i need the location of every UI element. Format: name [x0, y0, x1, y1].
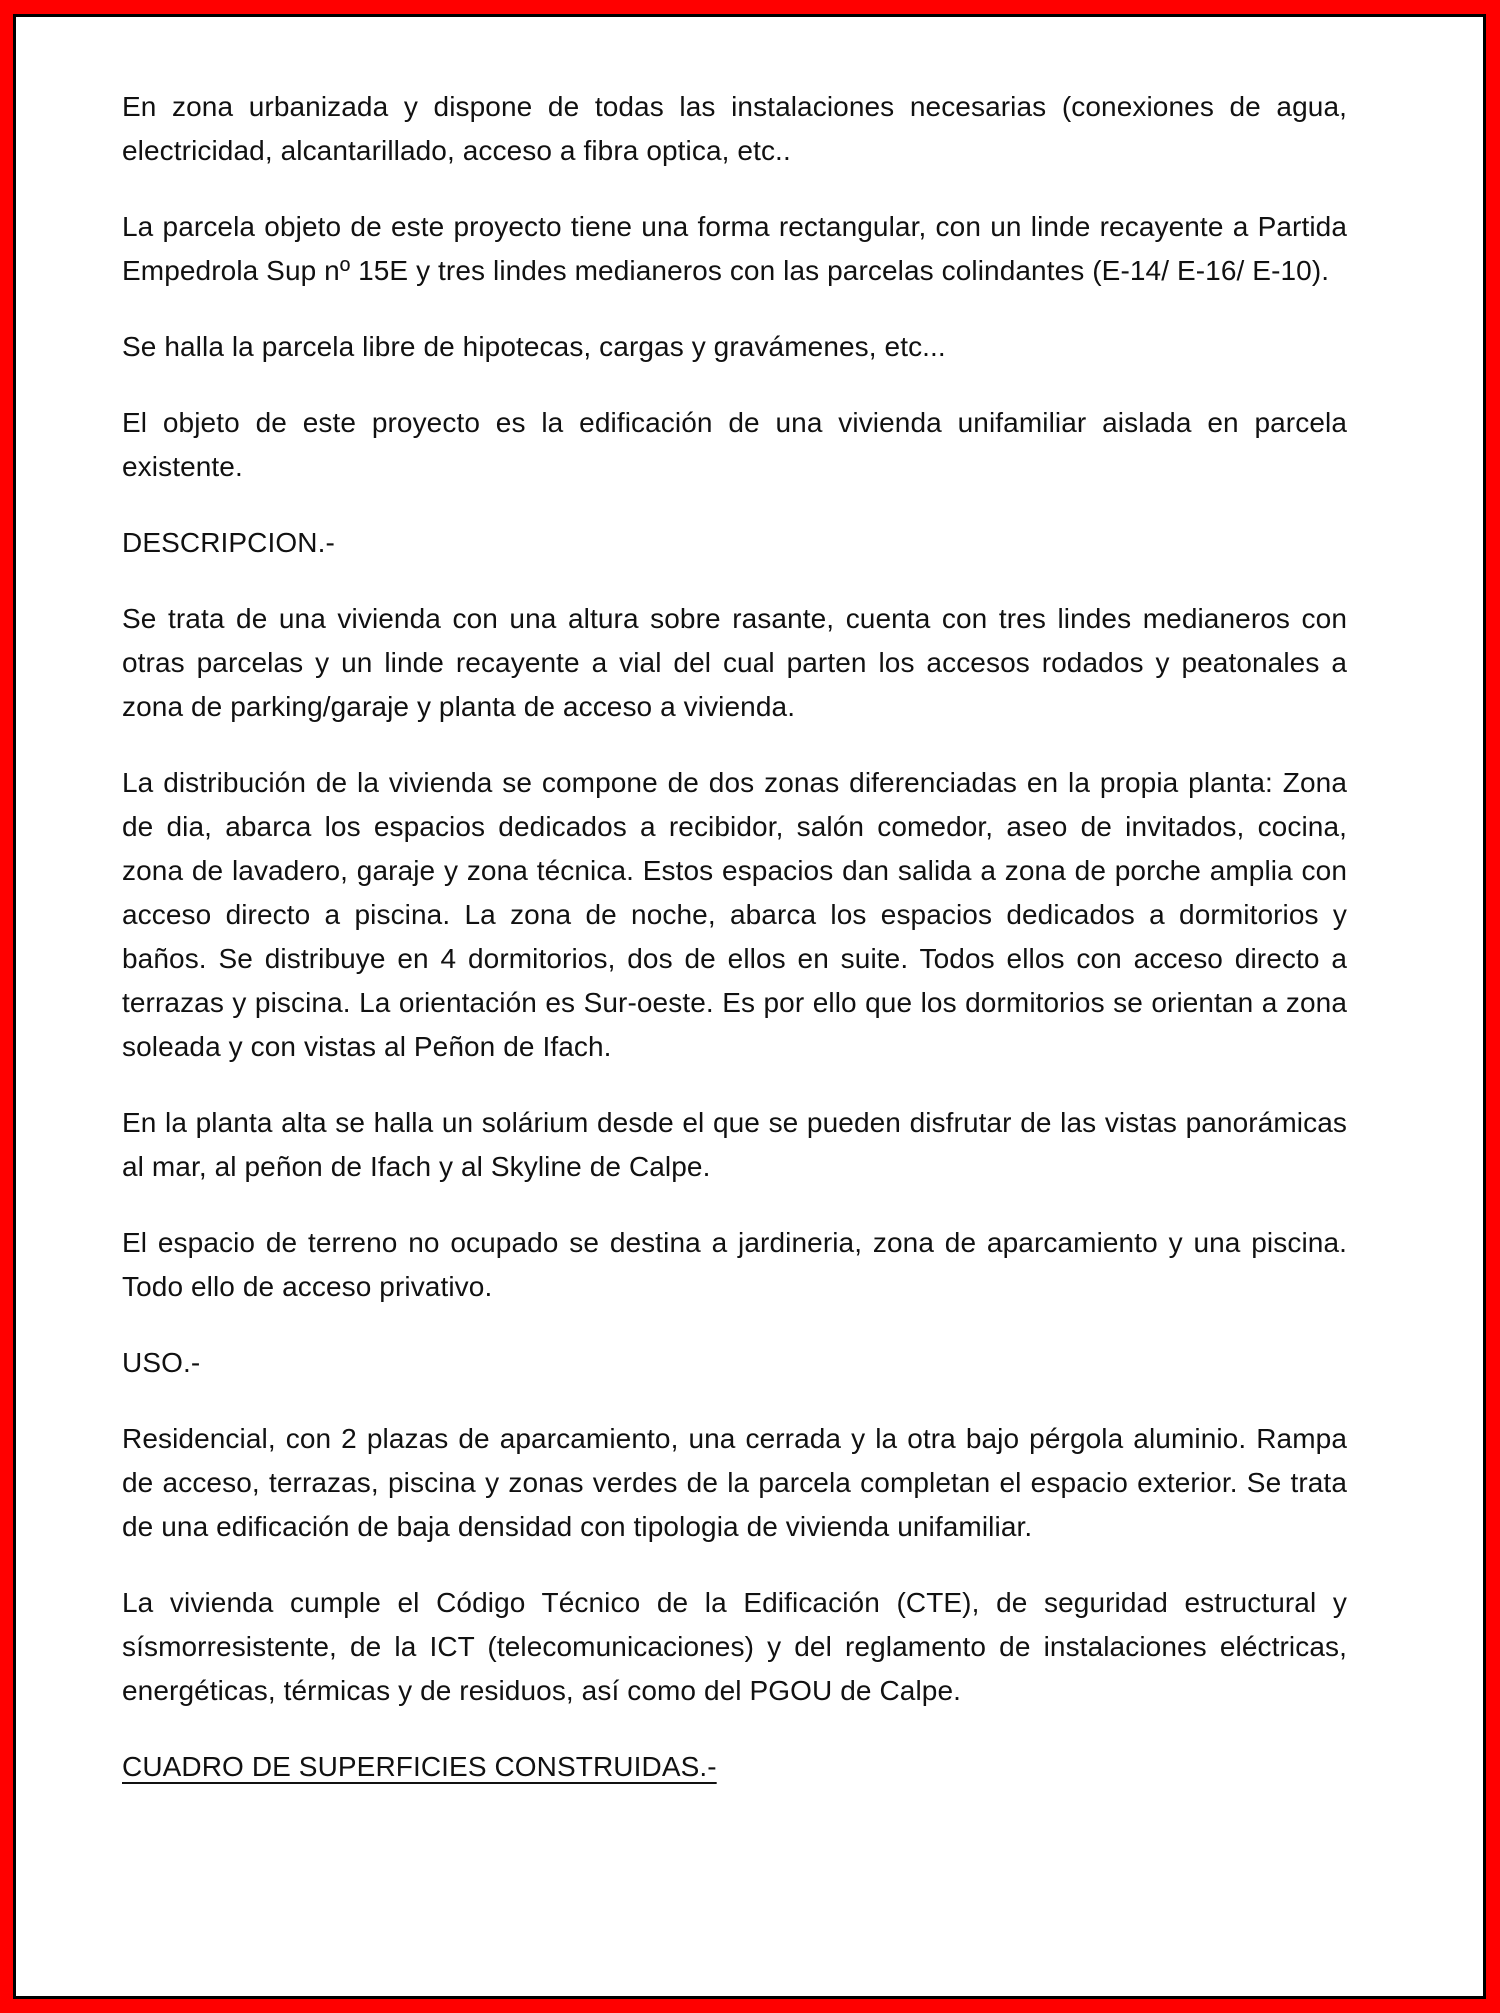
- paragraph-parcel-free: Se halla la parcela libre de hipotecas, cargas y gravámenes, etc...: [122, 331, 946, 362]
- paragraph-compliance: La vivienda cumple el Código Técnico de la Edificación (CTE), de seguridad estructural y sísmorresistente, de la ICT (telecomunicaciones) y del reglamento de instalaciones eléctricas, energéticas, térmicas y de residuos, así como del PGOU de Calpe.: [122, 1587, 1347, 1706]
- heading-descripcion: DESCRIPCION.-: [122, 527, 335, 558]
- paragraph-distribution: La distribución de la vivienda se compone de dos zonas diferenciadas en la propia planta: Zona de dia, abarca los espacios dedicados a recibidor, salón comedor, aseo de invitados, cocina, zona de lavadero, garaje y zona técnica. Estos espacios dan salida a zona de porche amplia con acceso directo a piscina. La zona de noche, abarca los espacios dedicados a dormitorios y baños. Se distribuye en 4 dormitorios, dos de ellos en suite. Todos ellos con acceso directo a terrazas y piscina. La orientación es Sur-oeste. Es por ello que los dormitorios se orientan a zona soleada y con vistas al Peñon de Ifach.: [122, 767, 1347, 1062]
- paragraph-project-object: El objeto de este proyecto es la edificación de una vivienda unifamiliar aislada en parcela existente.: [122, 407, 1347, 482]
- paragraph-building-description: Se trata de una vivienda con una altura sobre rasante, cuenta con tres lindes medianeros con otras parcelas y un linde recayente a vial del cual parten los accesos rodados y peatonales a zona de parking/garaje y planta de acceso a vivienda.: [122, 603, 1347, 722]
- paragraph-residential-use: Residencial, con 2 plazas de aparcamiento, una cerrada y la otra bajo pérgola aluminio. Rampa de acceso, terrazas, piscina y zonas verdes de la parcela completan el espacio exterior. Se trata de una edificación de baja densidad con tipologia de vivienda unifamiliar.: [122, 1423, 1347, 1542]
- paragraph-location: En zona urbanizada y dispone de todas las instalaciones necesarias (conexiones de agua, electricidad, alcantarillado, acceso a fibra optica, etc..: [122, 91, 1347, 166]
- paragraph-upper-floor: En la planta alta se halla un solárium desde el que se pueden disfrutar de las vistas panorámicas al mar, al peñon de Ifach y al Skyline de Calpe.: [122, 1107, 1347, 1182]
- heading-cuadro-superficies: CUADRO DE SUPERFICIES CONSTRUIDAS.-: [122, 1751, 717, 1782]
- paragraph-parcel-shape: La parcela objeto de este proyecto tiene una forma rectangular, con un linde recayente a Partida Empedrola Sup nº 15E y tres lindes medianeros con las parcelas colindantes (E-14/ E-16/ E-10).: [122, 211, 1347, 286]
- document-body: [122, 85, 1347, 1789]
- paragraph-unoccupied-space: El espacio de terreno no ocupado se destina a jardineria, zona de aparcamiento y una piscina. Todo ello de acceso privativo.: [122, 1227, 1347, 1302]
- heading-uso: USO.-: [122, 1347, 201, 1378]
- document-page: [13, 14, 1486, 1999]
